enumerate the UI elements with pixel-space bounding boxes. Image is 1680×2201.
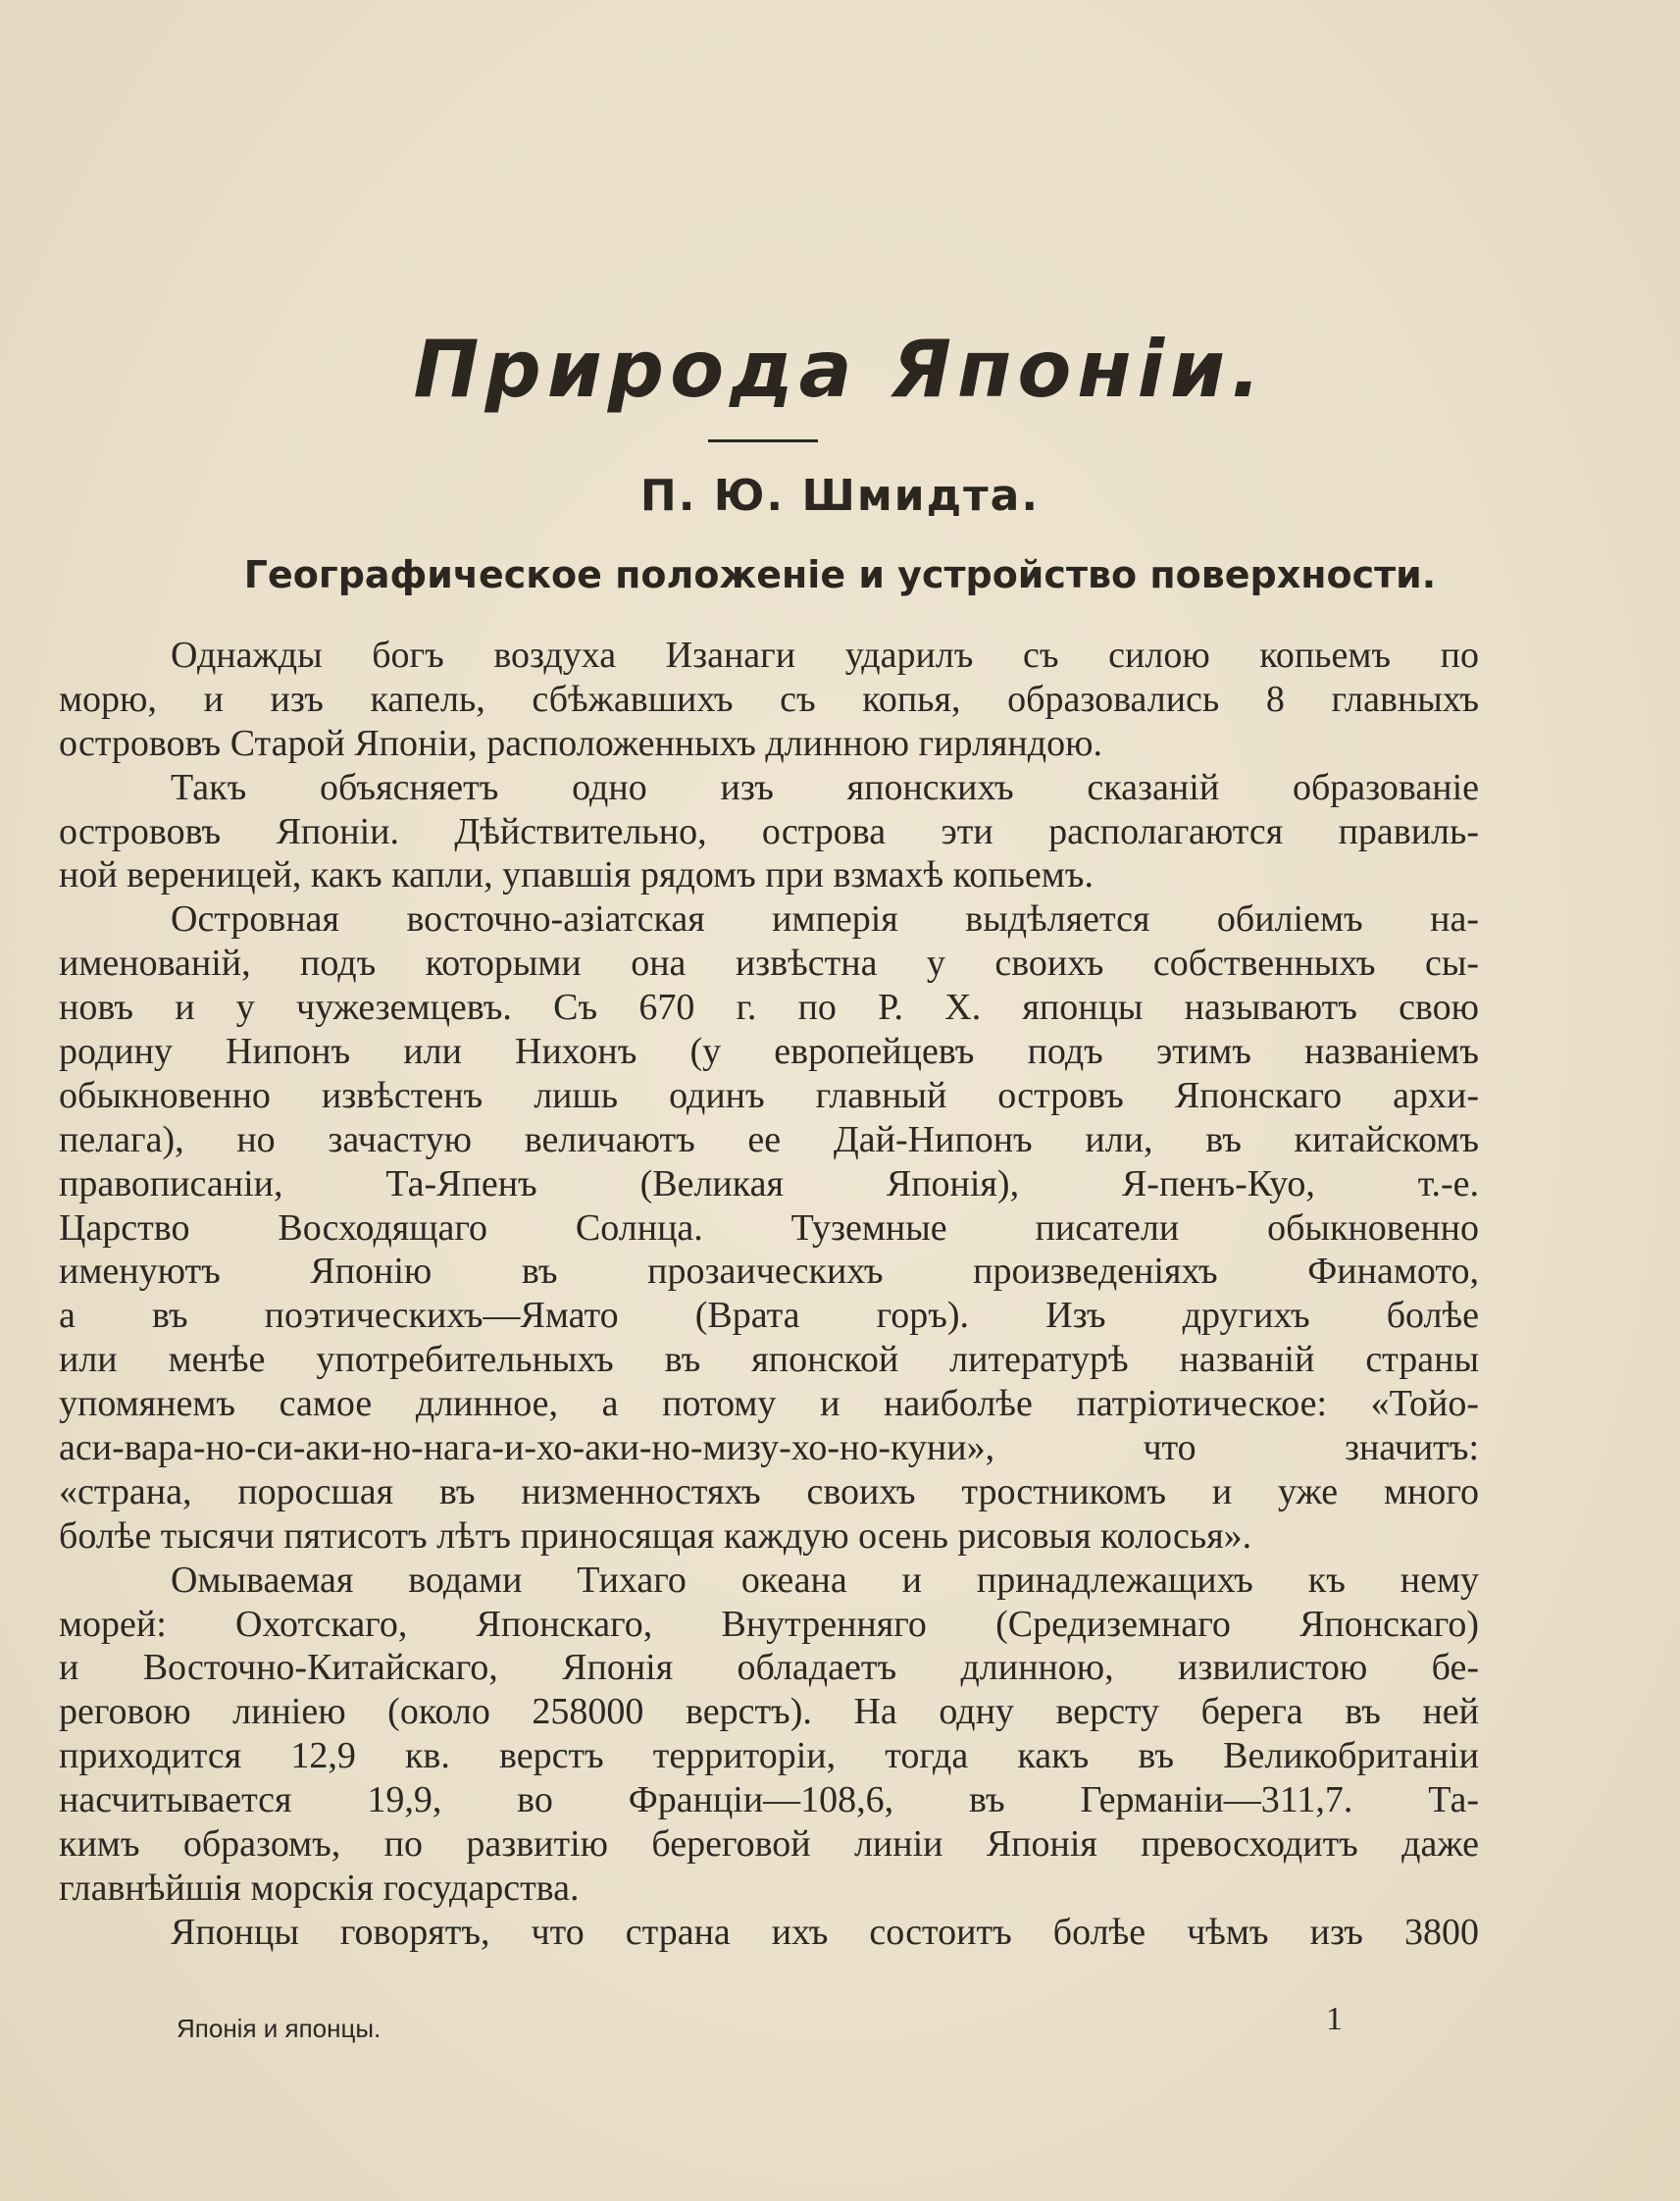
text-line: болѣе тысячи пятисотъ лѣтъ приносящая каждую осень рисовыя колосья». <box>59 1514 1252 1557</box>
text-line: именованій, подъ которыми она извѣстна у своихъ собственныхъ сы- <box>59 943 1479 985</box>
text-line: Островная восточно-азіатская имперія выдѣляется обиліемъ на- <box>171 898 1479 941</box>
section-heading: Географическое положеніе и устройство поверхности. <box>243 553 1437 596</box>
text-line: морю, и изъ капель, сбѣжавшихъ съ копья, образовались 8 главныхъ <box>59 678 1479 720</box>
text-line: ной вереницей, какъ капли, упавшія рядомъ при взмахѣ копьемъ. <box>59 854 1094 896</box>
text-line: кимъ образомъ, по развитію береговой линіи Японія превосходитъ даже <box>59 1823 1479 1866</box>
text-line: острововъ Японіи. Дѣйствительно, острова эти располагаются правиль- <box>59 810 1479 852</box>
running-footer-title: Японія и японцы. <box>177 2014 382 2043</box>
text-line: упомянемъ самое длинное, а потому и наиболѣе патріотическое: «Тойо- <box>59 1383 1479 1425</box>
text-line: Однажды богъ воздуха Изанаги ударилъ съ силою копьемъ по <box>171 635 1479 676</box>
text-line: или менѣе употребительныхъ въ японской литературѣ названій страны <box>59 1339 1479 1381</box>
text-line: насчитывается 19,9, во Франціи—108,6, въ Германіи—311,7. Та- <box>59 1779 1479 1821</box>
text-line: обыкновенно извѣстенъ лишь одинъ главный островъ Японскаго архи- <box>59 1074 1479 1116</box>
text-line: приходится 12,9 кв. верстъ территоріи, тогда какъ въ Великобританіи <box>59 1735 1479 1777</box>
text-line: и Восточно-Китайскаго, Японія обладаетъ длинною, извилистою бе- <box>59 1647 1479 1689</box>
text-line: реговою линіею (около 258000 верстъ). На одну версту берега въ ней <box>59 1691 1479 1733</box>
text-line: Японцы говорятъ, что страна ихъ состоитъ болѣе чѣмъ изъ 3800 <box>171 1911 1479 1953</box>
text-line: острововъ Старой Японіи, расположенныхъ длинною гирляндою. <box>59 722 1102 764</box>
text-line: «страна, поросшая въ низменностяхъ своихъ тростникомъ и уже много <box>59 1470 1479 1512</box>
page-title: Природа Японіи. <box>413 324 1267 415</box>
text-line: правописаніи, Та-Япенъ (Великая Японія), Я-пенъ-Куо, т.-е. <box>59 1162 1479 1204</box>
text-line: аси-вара-но-си-аки-но-нага-и-хо-аки-но-мизу-хо-но-куни», что значитъ: <box>59 1427 1479 1469</box>
text-line: родину Нипонъ или Нихонъ (у европейцевъ подъ этимъ названіемъ <box>59 1031 1479 1073</box>
text-line: пелага), но зачастую величаютъ ее Дай-Нипонъ или, въ китайскомъ <box>59 1118 1479 1160</box>
text-line: Царство Восходящаго Солнца. Туземные писатели обыкновенно <box>59 1206 1479 1249</box>
title-divider <box>708 439 818 442</box>
text-line: Омываемая водами Тихаго океана и принадлежащихъ къ нему <box>171 1559 1479 1601</box>
page-number: 1 <box>1326 2001 1343 2037</box>
text-line: Такъ объясняетъ одно изъ японскихъ сказаній образованіе <box>171 766 1479 808</box>
text-line: главнѣйшія морскія государства. <box>59 1867 580 1909</box>
text-line: а въ поэтическихъ—Ямато (Врата горъ). Изъ другихъ болѣе <box>59 1295 1479 1337</box>
text-line: именуютъ Японію въ прозаическихъ произведеніяхъ Финамото, <box>59 1251 1479 1293</box>
author-line: П. Ю. Шмидта. <box>639 471 1041 521</box>
text-line: новъ и у чужеземцевъ. Съ 670 г. по Р. Х. японцы называютъ свою <box>59 987 1479 1029</box>
body-text <box>59 634 1479 1955</box>
text-line: морей: Охотскаго, Японскаго, Внутренняго (Средиземнаго Японскаго) <box>59 1603 1479 1645</box>
